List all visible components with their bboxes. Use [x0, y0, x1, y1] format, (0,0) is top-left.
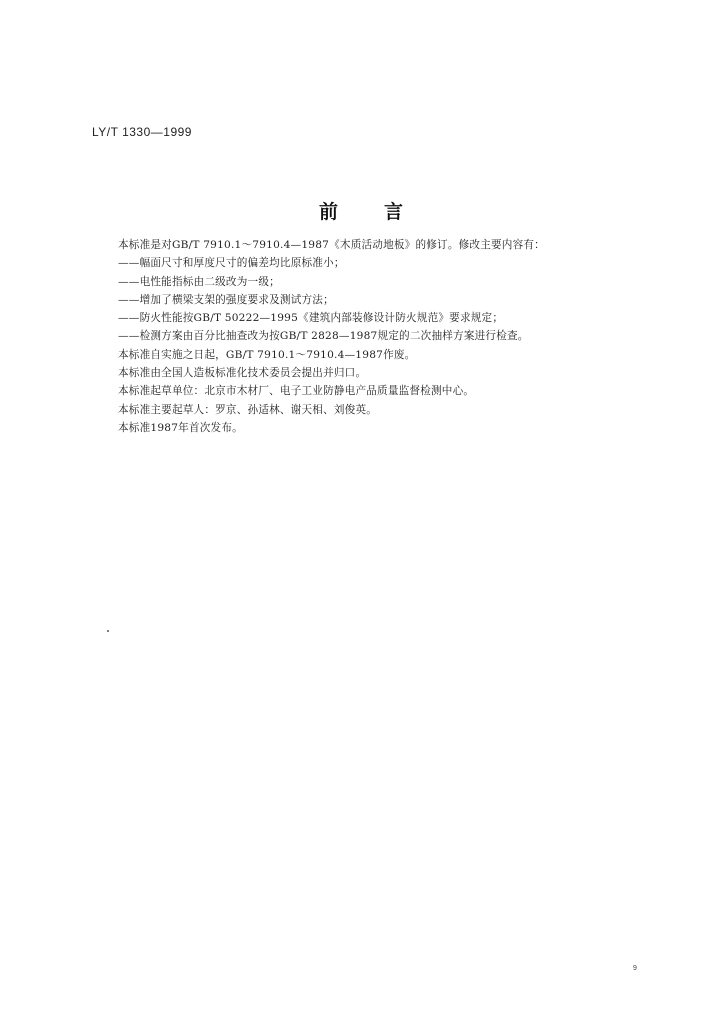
page-title: 前言 — [318, 201, 449, 223]
preface-line-electrical: ——电性能指标由二级改为一级； — [118, 275, 280, 288]
page-number: 9 — [633, 965, 637, 972]
preface-line-first-issue: 本标准1987年首次发布。 — [118, 421, 243, 434]
preface-line-supersede: 本标准自实施之日起，GB/T 7910.1～7910.4—1987作废。 — [118, 348, 416, 361]
preface-line-proposer: 本标准由全国人造板标准化技术委员会提出并归口。 — [118, 367, 367, 380]
preface-line-size-deviation: ——幅面尺寸和厚度尺寸的偏差均比原标准小； — [118, 257, 345, 270]
standard-code: LY/T 1330—1999 — [92, 125, 192, 139]
scan-speck — [107, 630, 109, 632]
preface-line-fire: ——防火性能按GB/T 50222—1995《建筑内部装修设计防火规范》要求规定； — [118, 312, 504, 325]
preface-body — [118, 236, 618, 437]
preface-line-beam-strength: ——增加了横梁支架的强度要求及测试方法； — [118, 293, 334, 306]
preface-line-drafters: 本标准主要起草人：罗京、孙适林、谢天相、刘俊英。 — [118, 403, 378, 416]
preface-line-inspection: ——检测方案由百分比抽查改为按GB/T 2828—1987规定的二次抽样方案进行检查。 — [118, 330, 529, 343]
preface-line-drafting-unit: 本标准起草单位：北京市木材厂、电子工业防静电产品质量监督检测中心。 — [118, 385, 475, 398]
preface-line-intro: 本标准是对GB/T 7910.1～7910.4—1987《木质活动地板》的修订。修改主要内容有： — [118, 239, 545, 251]
